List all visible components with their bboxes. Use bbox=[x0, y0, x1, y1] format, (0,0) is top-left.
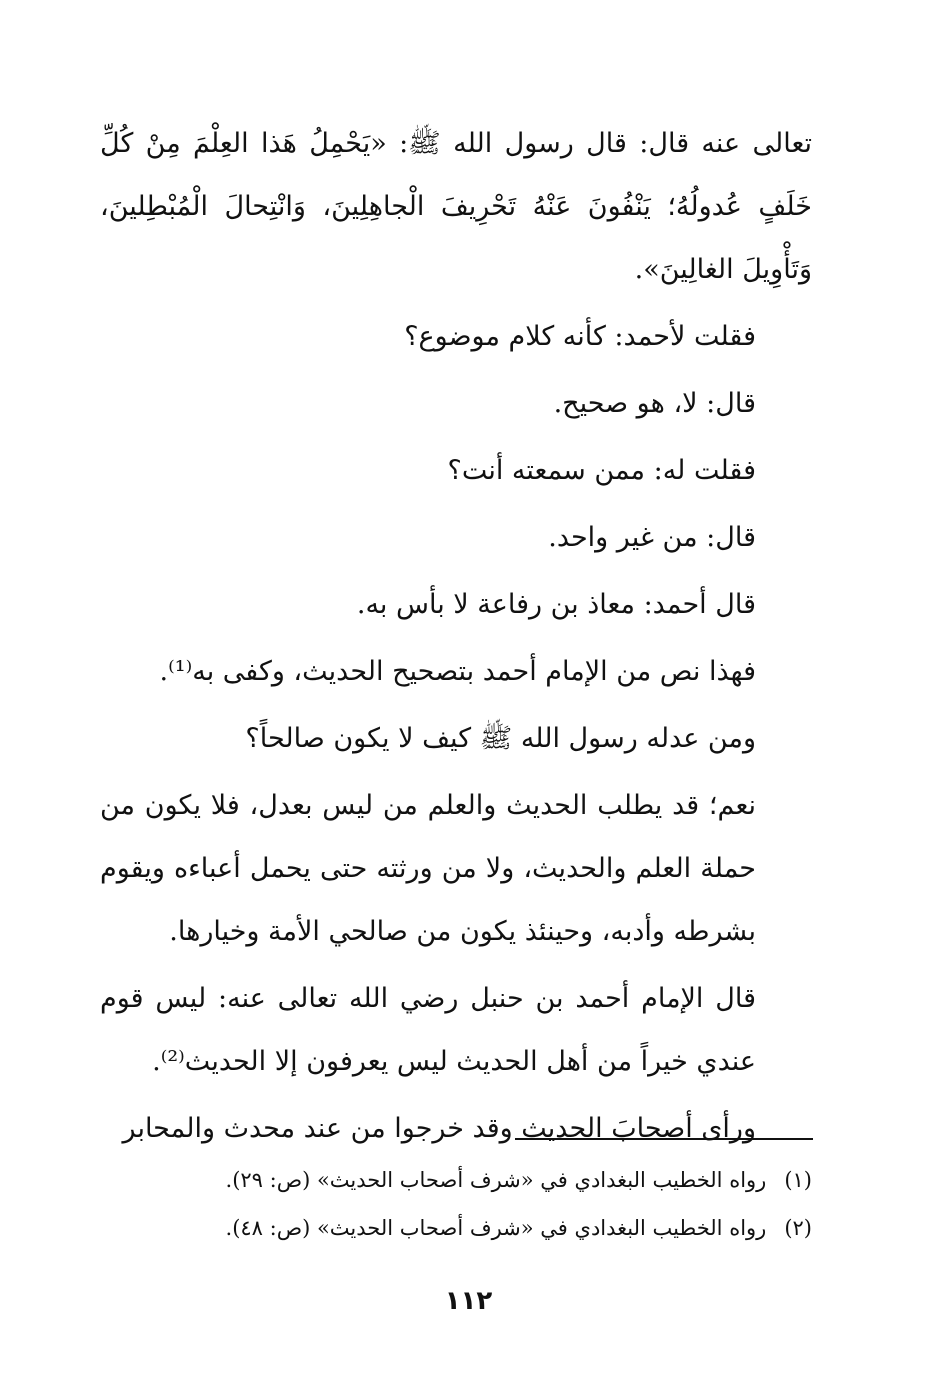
main-text bbox=[100, 112, 812, 1160]
footnotes bbox=[100, 1156, 812, 1252]
footnote-2-number: (٢) bbox=[784, 1216, 812, 1240]
paragraph-ashab-hadith: ورأى أصحابَ الحديث وقد خرجوا من عند محدث والمحابر bbox=[122, 1113, 756, 1144]
paragraph-imam-ahmad: قال الإمام أحمد بن حنبل رضي الله تعالى عنه: ليس قوم عندي خيراً من أهل الحديث ليس يعرفون إلا الحديث⁽²⁾. bbox=[100, 983, 756, 1077]
paragraph-answer-source: قال: من غير واحد. bbox=[548, 522, 756, 553]
footnote-divider bbox=[515, 1138, 813, 1140]
footnote-1-text: رواه الخطيب البغدادي في «شرف أصحاب الحديث» (ص: ٢٩). bbox=[225, 1168, 767, 1192]
page-number: ١١٢ bbox=[444, 1286, 493, 1316]
paragraph-muadh: قال أحمد: معاذ بن رفاعة لا بأس به. bbox=[356, 589, 756, 620]
footnote-1 bbox=[100, 1156, 812, 1204]
paragraph-question-source: فقلت له: ممن سمعته أنت؟ bbox=[447, 455, 756, 486]
paragraph-question-mawdu: فقلت لأحمد: كأنه كلام موضوع؟ bbox=[404, 321, 756, 352]
paragraph-tashih: فهذا نص من الإمام أحمد بتصحيح الحديث، وكفى به⁽¹⁾. bbox=[159, 656, 756, 687]
footnote-2-text: رواه الخطيب البغدادي في «شرف أصحاب الحديث» (ص: ٤٨). bbox=[225, 1216, 767, 1240]
footnote-1-number: (١) bbox=[784, 1168, 812, 1192]
footnote-2 bbox=[100, 1204, 812, 1252]
paragraph-adala: ومن عدله رسول الله ﷺ كيف لا يكون صالحاً؟ bbox=[245, 723, 756, 754]
paragraph-naam: نعم؛ قد يطلب الحديث والعلم من ليس بعدل، فلا يكون من حملة العلم والحديث، ولا من ورثته حتى يحمل أعباءه ويقوم بشرطه وأدبه، وحينئذ يكون من صالحي الأمة وخيارها. bbox=[100, 790, 756, 947]
paragraph-answer-sahih: قال: لا، هو صحيح. bbox=[553, 388, 756, 419]
paragraph-hadith: تعالى عنه قال: قال رسول الله ﷺ: «يَحْمِلُ هَذا العِلْمَ مِنْ كُلِّ خَلَفٍ عُدولُهُ؛ يَنْفُونَ عَنْهُ تَحْرِيفَ الْجاهِلِينَ، وَانْتِحالَ الْمُبْطِلينَ، وَتَأْوِيلَ الغالِينَ». bbox=[100, 128, 812, 285]
